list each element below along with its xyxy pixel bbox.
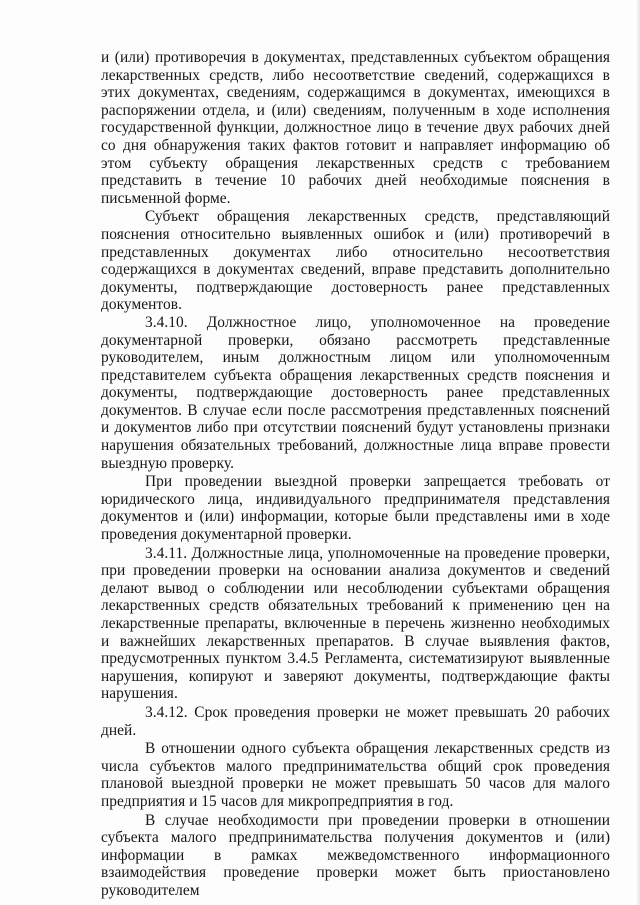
paragraph-small-business-term: В отношении одного субъекта обращения лекарственных средств из числа субъектов малого предпринимательства общий срок проведения плановой выездной проверки не может превышать 50 часов для малого предприятия и 15 часов для микропредприятия в год. xyxy=(101,740,610,810)
document-body xyxy=(101,49,610,900)
paragraph-3-4-11: 3.4.11. Должностные лица, уполномоченные на проведение проверки, при проведении проверки на основании анализа документов и сведений делают вывод о соблюдении или несоблюдении субъектами обращения лекарственных средств обязательных требований к применению цен на лекарственные препараты, включенные в перечень жизненно необходимых и важнейших лекарственных препаратов. В случае выявления фактов, предусмотренных пунктом 3.4.5 Регламента, систематизируют выявленные нарушения, копируют и заверяют документы, подтверждающие факты нарушения. xyxy=(101,544,610,703)
paragraph-suspension: В случае необходимости при проведении проверки в отношении субъекта малого предпринимательства получения документов и (или) информации в рамках межведомственного информационного взаимодействия проведение проверки может быть приостановлено руководителем xyxy=(101,811,610,899)
paragraph-3-4-10: 3.4.10. Должностное лицо, уполномоченное на проведение документарной проверки, обязано рассмотреть представленные руководителем, иным должностным лицом или уполномоченным представителем субъекта обращения лекарственных средств пояснения и документы, подтверждающие достоверность ранее представленных документов. В случае если после рассмотрения представленных пояснений и документов либо при отсутствии пояснений будут установлены признаки нарушения обязательных требований, должностные лица вправе провести выездную проверку. xyxy=(101,313,610,472)
paragraph-onsite-inspection-prohibition: При проведении выездной проверки запрещается требовать от юридического лица, индивидуального предпринимателя представления документов и (или) информации, которые были представлены ими в ходе проведения документарной проверки. xyxy=(101,473,610,544)
paragraph-continuation: и (или) противоречия в документах, представленных субъектом обращения лекарственных средств, либо несоответствие сведений, содержащихся в этих документах, сведениям, содержащимся в документах, имеющихся в распоряжении отдела, и (или) сведениям, полученным в ходе исполнения государственной функции, должностное лицо в течение двух рабочих дней со дня обнаружения таких фактов готовит и направляет информацию об этом субъекту обращения лекарственных средств с требованием представить в течение 10 рабочих дней необходимые пояснения в письменной форме. xyxy=(101,49,610,207)
paragraph-3-4-12: 3.4.12. Срок проведения проверки не может превышать 20 рабочих дней. xyxy=(101,703,610,739)
paragraph-subject-explanations: Субъект обращения лекарственных средств, представляющий пояснения относительно выявленных ошибок и (или) противоречий в представленных документах либо относительно несоответствия содержащихся в документах сведений, вправе представить дополнительно документы, подтверждающие достоверность ранее представленных документов. xyxy=(101,208,610,314)
